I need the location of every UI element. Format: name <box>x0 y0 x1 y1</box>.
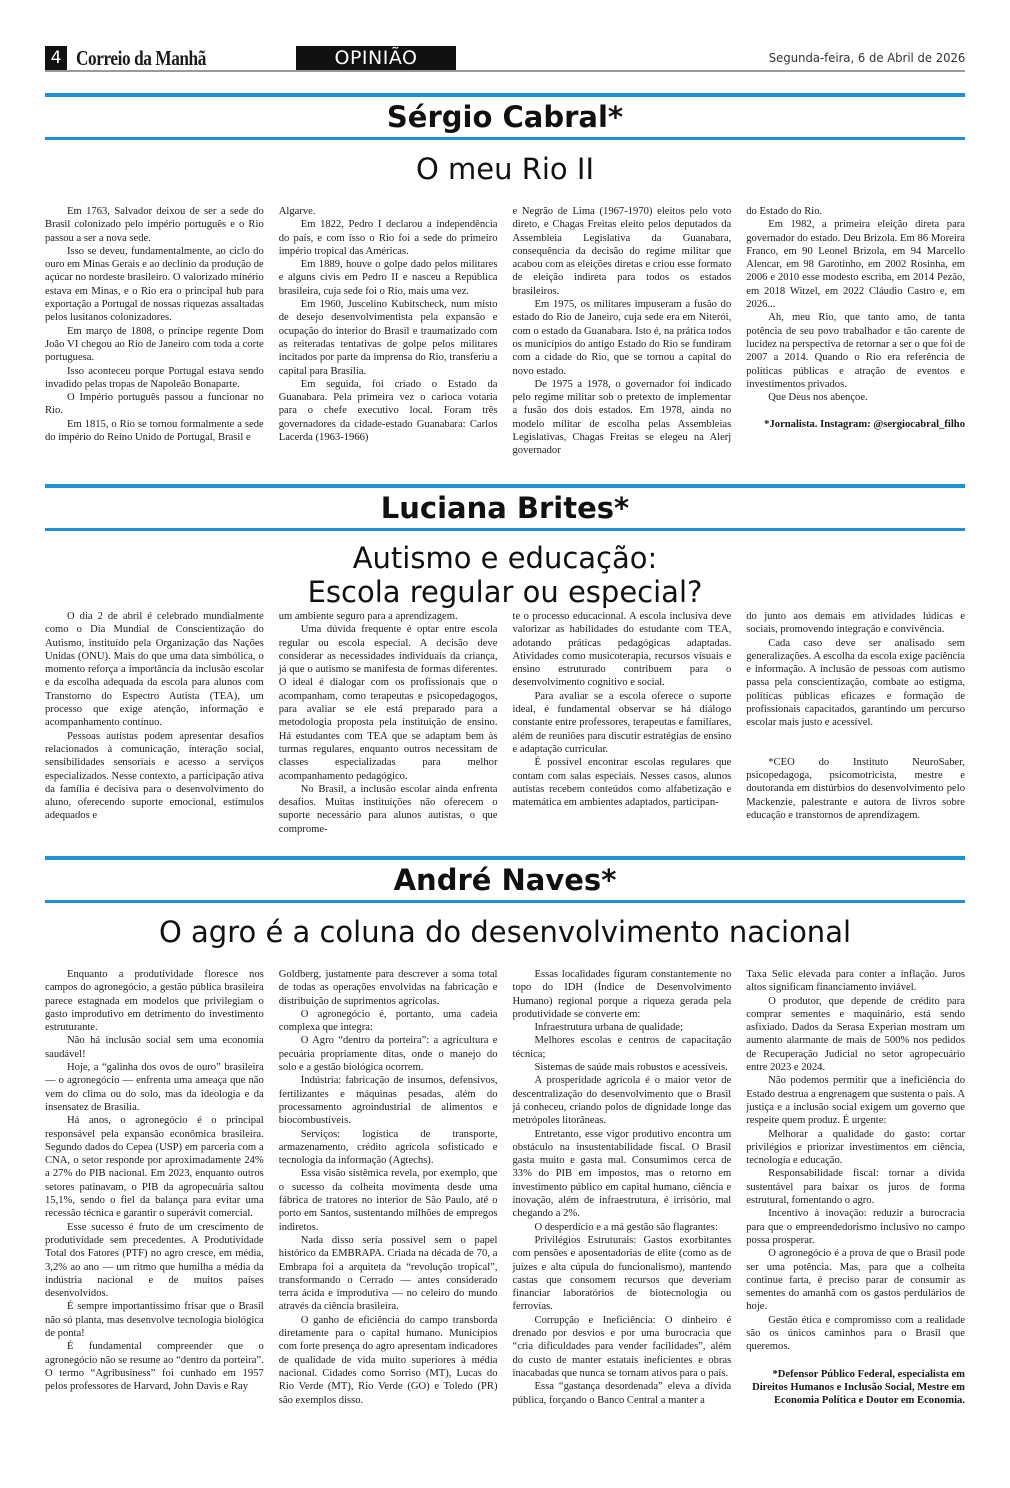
headline-line-1: Autismo e educação: <box>352 541 658 575</box>
paragraph: Em seguida, foi criado o Estado da Guanabara. Pela primeira vez o carioca votaria para o chefe executivo local. Foram três governadores da cidade-estado Guanabara: Carlos Lacerda (1963-1966) <box>278 378 498 444</box>
paragraph: Gestão ética e compromisso com a realidade são os únicos caminhos para o Brasil que queremos. <box>746 1314 965 1353</box>
text-column <box>279 968 498 1408</box>
paragraph: Ah, meu Rio, que tanto amo, de tanta potência de seu povo trabalhador e tão carente de lucidez na perspectiva de retornar a ser o que foi de 2007 a 2014. Quando o Rio era referência de políticas públicas e atração de eventos e investimentos privados. <box>746 312 965 390</box>
paragraph: Melhorar a qualidade do gasto: cortar privilégios e priorizar investimentos em ciência, tecnologia e educação. <box>746 1128 965 1167</box>
paragraph: Isso aconteceu porque Portugal estava sendo invadido pelas tropas de Napoleão Bonaparte. <box>45 365 264 390</box>
section-label: OPINIÃO <box>296 46 456 70</box>
article-sergio-cabral <box>45 93 965 457</box>
paragraph: Não há inclusão social sem uma economia saudável! <box>45 1035 264 1060</box>
paragraph: O agronegócio é a prova de que o Brasil pode ser uma potência. Mas, para que a colheita continue farta, é preciso parar de consumir as sementes do amanhã com os gastos perdulários de hoje. <box>746 1248 965 1313</box>
article-author: André Naves* <box>393 863 617 897</box>
paragraph: O Império português passou a funcionar no Rio. <box>45 392 264 417</box>
paragraph: Em 1960, Juscelino Kubitscheck, num misto de desejo desenvolvimentista pela expansão e ocupação do interior do Brasil e traumatizado com as reiteradas tentativas de golpe pelos militares incitados por parte da imprensa do Rio, transferiu a capital para Brasília. <box>278 299 498 377</box>
paragraph: Melhores escolas e centros de capacitação técnica; <box>512 1035 732 1060</box>
paragraph: Em 1763, Salvador deixou de ser a sede do Brasil colonizado pelo império português e o Rio passou a ser a nova sede. <box>45 206 264 244</box>
paragraph: Essa “gastança desordenada” eleva a dívida pública, forçando o Banco Central a manter a <box>512 1381 732 1406</box>
text-column <box>45 205 264 458</box>
text-column <box>513 205 732 458</box>
text-column <box>45 610 264 836</box>
divider-rule <box>45 900 965 903</box>
article-author: Sérgio Cabral* <box>386 100 624 134</box>
author-note: *CEO do Instituto NeuroSaber, psicopedagoga, psicomotricista, mestre e doutoranda em distúrbios do desenvolvimento pelo Mackenzie, palestrante e autora de livros sobre educação e transtornos de aprendizagem. <box>746 756 965 821</box>
text-column <box>45 968 264 1408</box>
paragraph: O agronegócio é, portanto, uma cadeia complexa que integra: <box>278 1008 498 1034</box>
paragraph: Há anos, o agronegócio é o principal responsável pela expansão econômica brasileira. Segundo dados do Cepea (USP) em parceria com a CNA, o setor responde por aproximadamente 24% a 27% do PIB nacional. Em 2023, enquanto outros setores patinavam, o PIB da agropecuária saltou 15,1%, sendo o fiel da balança para evitar uma recessão técnica e garantir o superávit comercial. <box>45 1115 264 1220</box>
paragraph: A prosperidade agrícola é o maior vetor de descentralização do desenvolvimento que o Brasil já conheceu, criando polos de dignidade longe das metrópoles litorâneas. <box>512 1075 732 1127</box>
paragraph: Esse sucesso é fruto de um crescimento de produtividade sem precedentes. A Produtividade Total dos Fatores (PTF) no agro cresce, em média, 3,2% ao ano — um ritmo que humilha a média da indústria nacional e de muitos países desenvolvidos. <box>45 1221 264 1300</box>
paragraph: Incentivo à inovação: reduzir a burocracia para que o empreendedorismo inclusivo no campo possa prosperar. <box>746 1208 965 1246</box>
paragraph: Nada disso seria possível sem o papel histórico da EMBRAPA. Criada na década de 70, a Embrapa foi a arquiteta da “revolução tropical”, transformando o Cerrado — antes considerado terra ácida e improdutiva — no celeiro do mundo através da ciência brasileira. <box>278 1234 498 1313</box>
page-number: 4 <box>45 46 67 70</box>
article-andre-naves <box>45 856 965 1407</box>
paragraph: do Estado do Rio. <box>746 206 823 217</box>
paragraph: Privilégios Estruturais: Gastos exorbitantes com pensões e aposentadorias de elite (como as de juízes e alta cúpula do funcionalismo), mantendo castas que consomem recursos que deveriam financiar laboratórios de biotecnologia ou ferrovias. <box>512 1234 732 1313</box>
paragraph: Para avaliar se a escola oferece o suporte ideal, é fundamental observar se há diálogo constante entre professores, terapeutas e familiares, além de reuniões para discutir estratégias de ensino e adaptação curricular. <box>512 690 732 755</box>
paragraph: No Brasil, a inclusão escolar ainda enfrenta desafios. Muitas instituições não oferecem o suporte necessário para alunos autistas, o que comprome- <box>278 783 498 835</box>
dateline: Segunda-feira, 6 de Abril de 2026 <box>768 50 965 65</box>
paragraph: Serviços: logística de transporte, armazenamento, crédito agrícola sofisticado e tecnologia da informação (Agtechs). <box>278 1128 498 1167</box>
paragraph: De 1975 a 1978, o governador foi indicado pelo regime militar sob o pretexto de implementar a fusão dos dois estados. Em 1978, ainda no modelo militar de escolha pelas Assembleias Legislativas, Chagas Freitas se elegeu na Alerj governador <box>512 378 732 457</box>
paragraph: Em 1975, os militares impuseram a fusão do estado do Rio de Janeiro, cuja sede era em Niterói, com o estado da Guanabara. Isto é, na prática todos os municípios do antigo Estado do Rio se fundiram com a cidade do Rio, que se tornou a capital do novo estado. <box>512 299 732 377</box>
divider-rule <box>45 528 965 531</box>
article-author: Luciana Brites* <box>380 491 630 525</box>
paragraph: Corrupção e Ineficiência: O dinheiro é drenado por desvios e por uma burocracia que “cria dificuldades para vender facilidades”, além do custo de manter estatais ineficientes e obras inacabadas que nunca se tornam ativos para o país. <box>512 1314 732 1379</box>
text-column <box>513 610 732 836</box>
text-column <box>746 610 965 836</box>
article-body <box>45 968 965 1408</box>
paragraph: Uma dúvida frequente é optar entre escola regular ou escola especial. A decisão deve considerar as necessidades individuais da criança, já que o autismo se manifesta de formas diferentes. O ideal é dialogar com os profissionais que o acompanham, como terapeutas e psicopedagogos, para avaliar se ele está preparado para a metodologia proposta pela instituição de ensino. Há estudantes com TEA que se adaptam bem às turmas regulares, enquanto outros necessitam de classes especializadas para melhor acompanhamento pedagógico. <box>278 624 498 782</box>
article-headline: O agro é a coluna do desenvolvimento nacional <box>158 915 852 949</box>
paragraph: Goldberg, justamente para descrever a soma total de todas as operações envolvidas na fabricação e distribuição de suprimentos agrícolas. <box>278 969 498 1007</box>
masthead <box>45 44 965 72</box>
paragraph: Algarve. <box>278 206 316 217</box>
article-luciana-brites <box>45 484 965 835</box>
paragraph: O produtor, que depende de crédito para comprar sementes e maquinário, está sendo asfixiado. Dados da Serasa Experian mostram um aumento alarmante de mais de 500% nos pedidos de Recuperação Judicial no setor agropecuário entre 2023 e 2024. <box>746 995 965 1074</box>
text-column <box>746 205 965 458</box>
newspaper-logo: Correio da Manhã <box>76 46 206 70</box>
paragraph: O ganho de eficiência do campo transborda diretamente para o capital humano. Municípios com forte presença do agro apresentam indicadores de qualidade de vida muito superiores à média nacional. Cidades como Sorriso (MT), Lucas do Rio Verde (MT), Rio Verde (GO) e Toledo (PR) são exemplos disso. <box>278 1314 498 1406</box>
divider-rule <box>45 137 965 140</box>
paragraph: te o processo educacional. A escola inclusiva deve valorizar as habilidades do estudante com TEA, adotando práticas pedagógicas adaptadas. Atividades como musicoterapia, recursos visuais e ensino estruturado contribuem para o desenvolvimento cognitivo e social. <box>512 611 732 689</box>
paragraph: O desperdício e a má gestão são flagrantes: <box>534 1221 718 1233</box>
author-signature: *Jornalista. Instagram: @sergiocabral_filho <box>764 419 965 431</box>
paragraph: É fundamental compreender que o agronegócio não se resume ao “dentro da porteira”. O termo “Agribusiness” foi cunhado em 1957 pelos professores de Harvard, John Davis e Ray <box>45 1341 264 1393</box>
paragraph: Sistemas de saúde mais robustos e acessíveis. <box>534 1062 728 1074</box>
paragraph: O dia 2 de abril é celebrado mundialmente como o Dia Mundial de Conscientização do Autismo, instituído pela Organização das Nações Unidas (ONU). Mais do que uma data simbólica, o momento reforça a importância da inclusão escolar e da escolha adequada da escola para alunos com Transtorno do Espectro Autista (TEA), um processo que exige atenção, informação e acompanhamento contínuo. <box>45 611 264 729</box>
paragraph: Enquanto a produtividade floresce nos campos do agronegócio, a gestão pública brasileira parece estagnada em modelos que privilegiam o gasto improdutivo em detrimento do investimento estruturante. <box>45 969 264 1034</box>
paragraph: É possível encontrar escolas regulares que contam com salas especiais. Nesses casos, alunos autistas recebem conteúdos como alfabetização e matemática em ambientes adaptados, participan- <box>512 757 732 809</box>
text-column <box>746 968 965 1408</box>
paragraph: Que Deus nos abençoe. <box>768 392 868 404</box>
headline-line-2: Escola regular ou especial? <box>307 575 703 609</box>
paragraph: Pessoas autistas podem apresentar desafios relacionados à comunicação, interação social, sensibilidades sensoriais e acesso a serviços especializados. Nesse contexto, a participação ativa da família é decisiva para o desenvolvimento do aluno, oferecendo suporte emocional, estímulos adequados e <box>45 730 264 822</box>
paragraph: Essas localidades figuram constantemente no topo do IDH (Índice de Desenvolvimento Humano) regional porque a riqueza gerada pela produtividade se converte em: <box>512 969 732 1020</box>
paragraph: um ambiente seguro para a aprendizagem. <box>278 611 458 622</box>
article-body <box>45 610 965 836</box>
paragraph: Responsabilidade fiscal: tornar a dívida sustentável para baixar os juros de forma estrutural, fomentando o agro. <box>746 1168 965 1207</box>
paragraph: Infraestrutura urbana de qualidade; <box>534 1022 684 1034</box>
article-headline <box>45 541 965 609</box>
paragraph: Taxa Selic elevada para conter a inflação. Juros altos significam financiamento inviável. <box>746 969 965 994</box>
paragraph: Em março de 1808, o príncipe regente Dom João VI chegou ao Rio de Janeiro com toda a corte portuguesa. <box>45 325 264 364</box>
paragraph: Essa visão sistêmica revela, por exemplo, que o sucesso da colheita movimenta desde uma fábrica de tratores no interior de São Paulo, até o porto em Santos, sustentando milhões de empregos indiretos. <box>278 1168 498 1233</box>
paragraph: O Agro “dentro da porteira”: a agricultura e pecuária propriamente ditas, onde o manejo do solo e a gestão biológica ocorrem. <box>278 1035 498 1074</box>
paragraph: e Negrão de Lima (1967-1970) eleitos pelo voto direto, e Chagas Freitas eleito pelos deputados da Assembleia Legislativa da Guanabara, consequência da decisão do regime militar que acabou com as eleições diretas e criou esse formato de eleição indireta para todos os estados brasileiros. <box>512 206 732 297</box>
article-headline: O meu Rio II <box>415 152 594 186</box>
paragraph: Em 1822, Pedro I declarou a independência do país, e com isso o Rio foi a sede do primeiro império tropical das Américas. <box>278 219 498 257</box>
paragraph: Em 1982, a primeira eleição direta para governador do estado. Deu Brizola. Em 86 Moreira Franco, em 90 Leonel Brizola, em 94 Marcello Alencar, em 98 Garotinho, em 2002 Rosinha, em 2006 e 2010 esse modesto escriba, em 2014 Pezão, em 2018 Witzel, em 2022 Cláudio Castro e, em 2026... <box>746 219 965 311</box>
paragraph: Em 1815, o Rio se tornou formalmente a sede do império do Reino Unido de Portugal, Brasil e <box>45 418 264 444</box>
text-column <box>513 968 732 1408</box>
article-body <box>45 205 965 458</box>
paragraph: Isso se deveu, fundamentalmente, ao ciclo do ouro em Minas Gerais e ao declínio da produção de açúcar no nordeste brasileiro. O valorizado minério estava em Minas, e o Rio era o principal hub para exportação a Portugal de nossas riquezas assaltadas pelos lusitanos colonizadores. <box>45 245 264 324</box>
text-column <box>279 610 498 836</box>
text-column <box>279 205 498 458</box>
paragraph: do junto aos demais em atividades lúdicas e sociais, promovendo integração e convivência. <box>746 611 965 636</box>
paragraph: Hoje, a “galinha dos ovos de ouro” brasileira — o agronegócio — enfrenta uma ameaça que não vem do clima ou do solo, mas da ideologia e da insensatez de Brasília. <box>45 1062 264 1113</box>
paragraph: É sempre importantíssimo frisar que o Brasil não só planta, mas desenvolve tecnologia biológica de ponta! <box>45 1301 264 1340</box>
paragraph: Indústria: fabricação de insumos, defensivos, fertilizantes e máquinas pesadas, além do processamento agroindustrial de alimentos e biocombustíveis. <box>278 1075 498 1127</box>
author-signature: *Defensor Público Federal, especialista em Direitos Humanos e Inclusão Social, Mestre em Economia Política e Doutor em Economia. <box>752 1368 965 1407</box>
paragraph: Entretanto, esse vigor produtivo encontra um obstáculo na insustentabilidade fiscal. O Brasil gasta muito e gasta mal. Consumimos cerca de 33% do PIB em impostos, mas o retorno em investimento público em capital humano, ciência e inovação, além de infraestrutura, é irrisório, mal chegando a 2%. <box>512 1128 732 1220</box>
paragraph: Em 1889, houve o golpe dado pelos militares e alguns civis em Pedro II e nasceu a República brasileira, cuja sede foi o Rio, mais uma vez. <box>278 259 498 297</box>
paragraph: Não podemos permitir que a ineficiência do Estado destrua a engrenagem que sustenta o país. A justiça e a inclusão social exigem um governo que respeite quem produz. É urgente: <box>746 1075 965 1127</box>
paragraph: Cada caso deve ser analisado sem generalizações. A escolha da escola exige paciência e informação. A inclusão de pessoas com autismo passa pela conscientização, combate ao estigma, políticas públicas eficazes e formação de profissionais capacitados, garantindo um percurso escolar mais justo e acessível. <box>746 637 965 729</box>
